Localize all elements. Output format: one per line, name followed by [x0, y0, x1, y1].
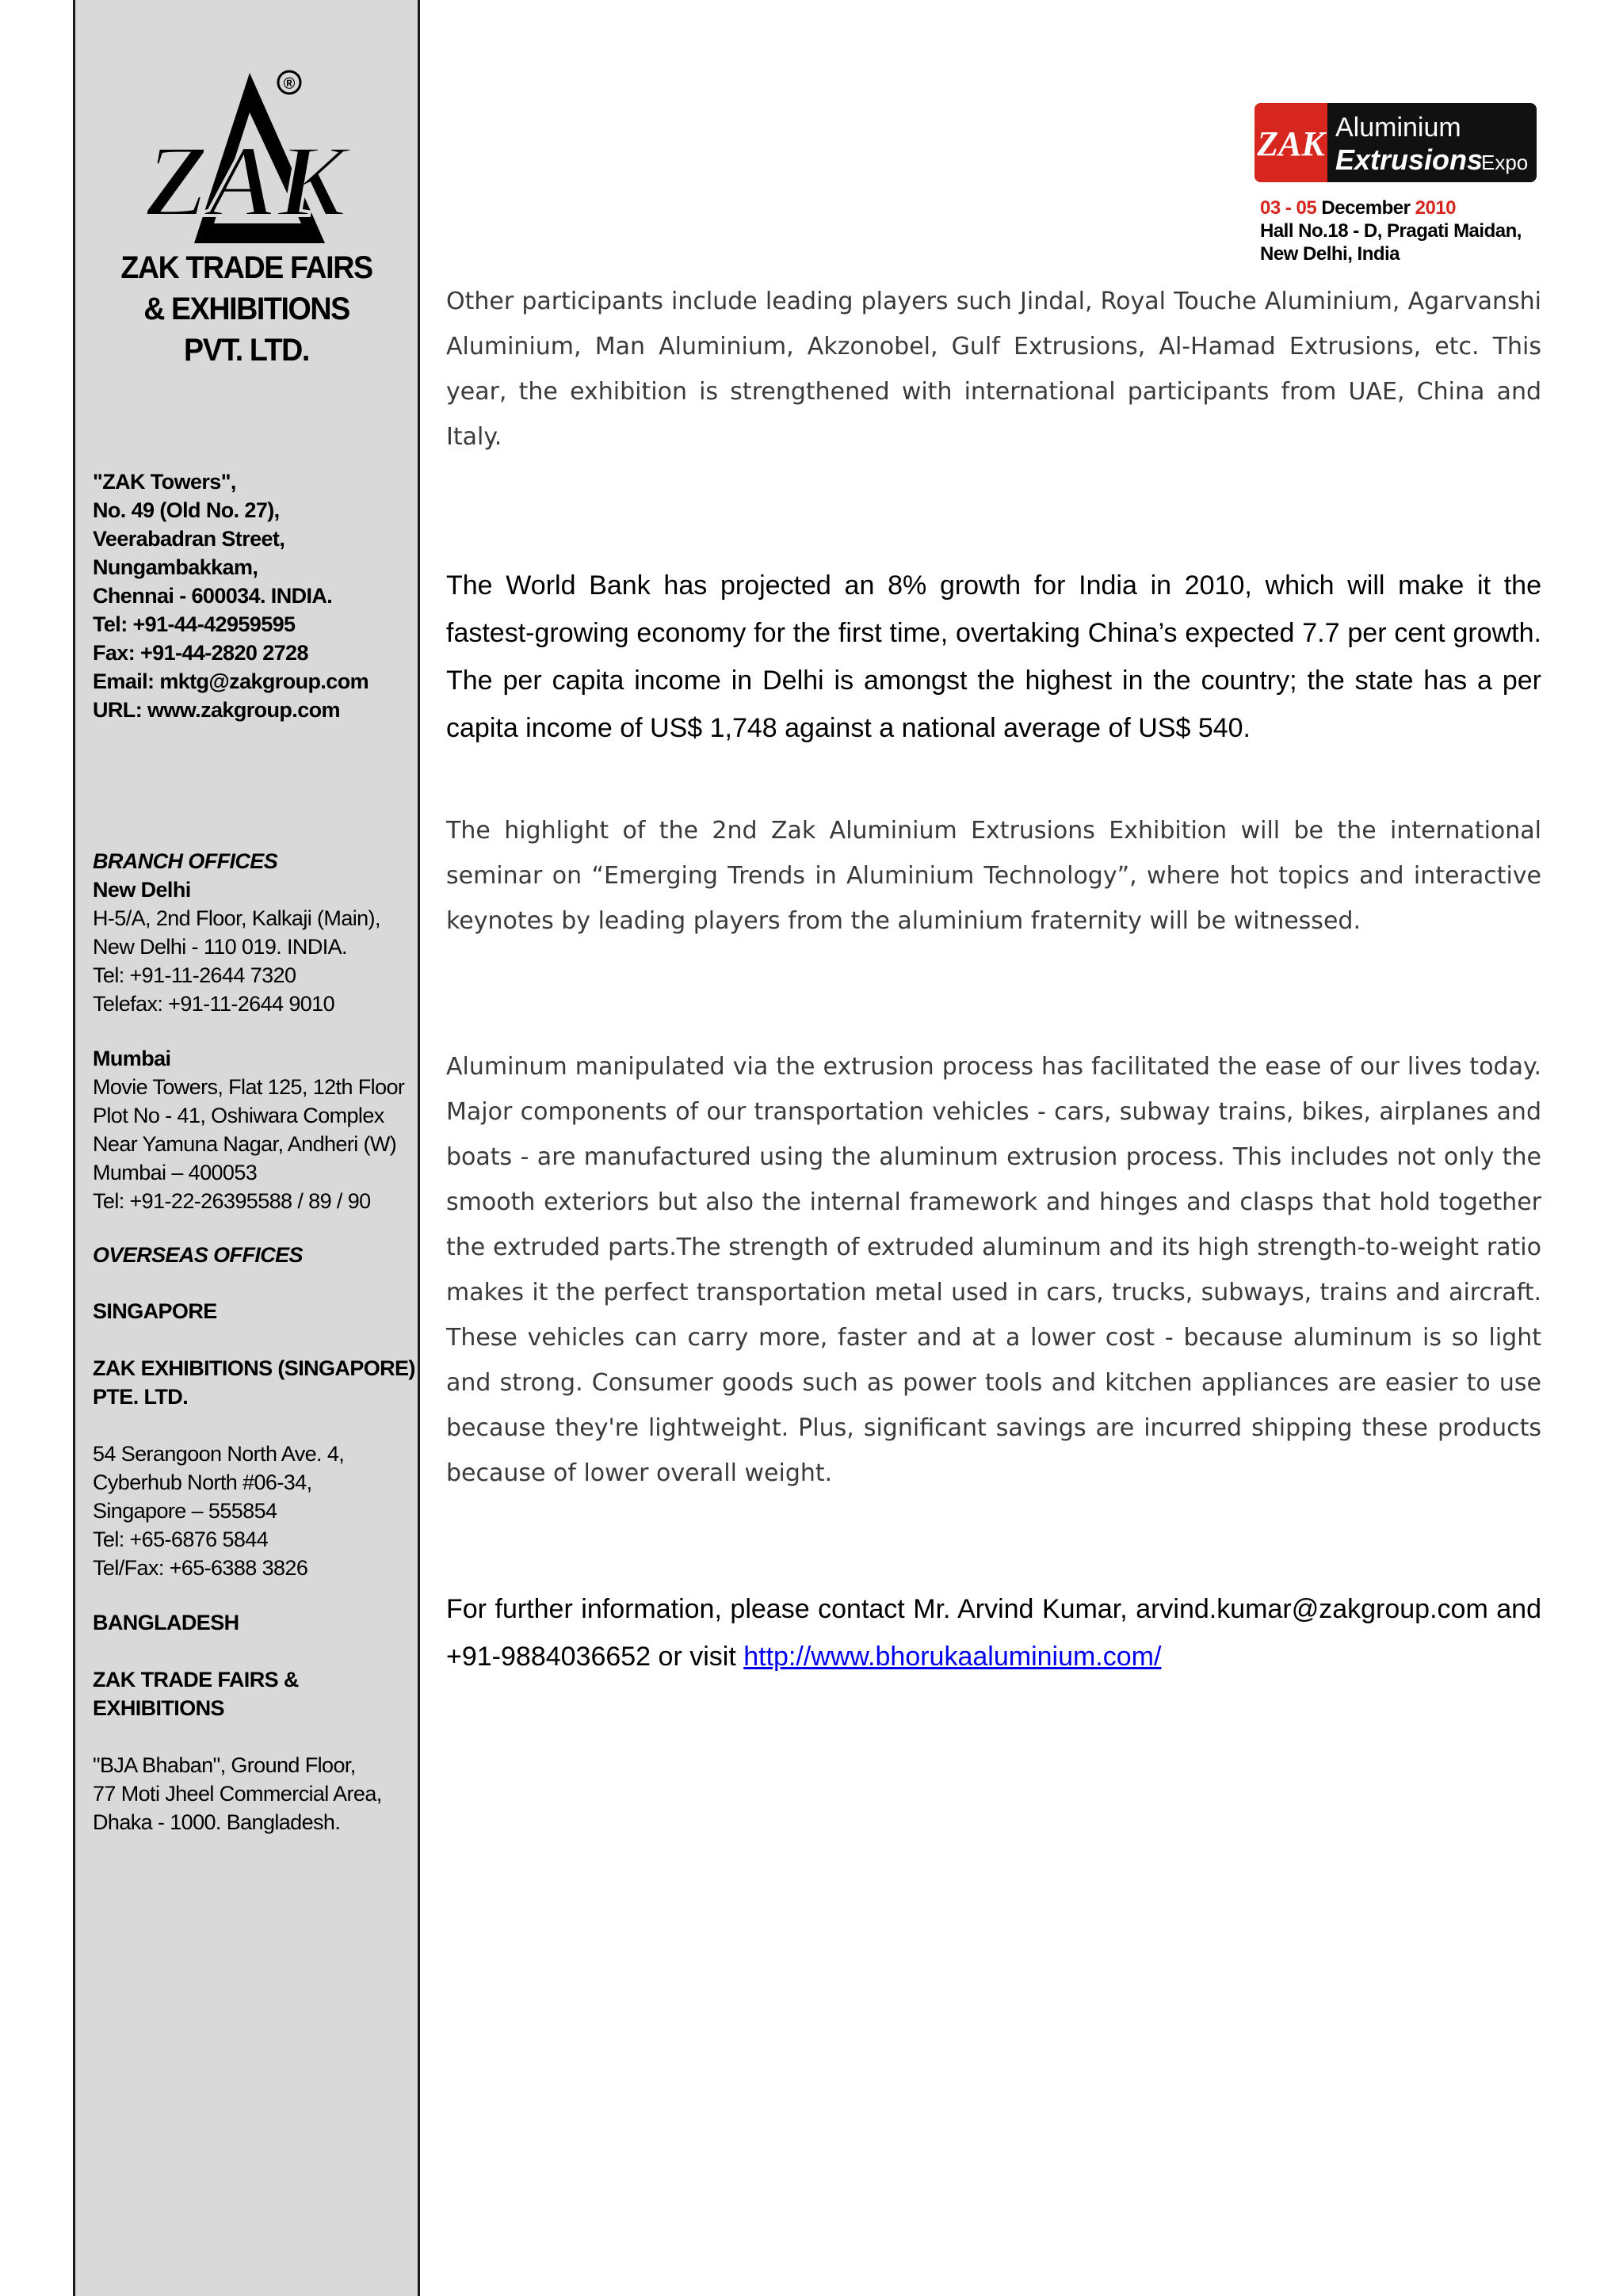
bangladesh-company: ZAK TRADE FAIRS & EXHIBITIONS	[93, 1668, 299, 1720]
bangladesh-heading: BANGLADESH	[93, 1611, 239, 1634]
singapore-address: 54 Serangoon North Ave. 4, Cyberhub North #06-34, Singapore – 555854 Tel: +65-6876 5844 Tel/Fax: +65-6388 3826	[93, 1442, 345, 1580]
paragraph-seminar: The highlight of the 2nd Zak Aluminium Extrusions Exhibition will be the international seminar on “Emerging Trends in Aluminium Technology”, where hot topics and interactive keynotes by leading players from the aluminium fraternity will be witnessed.	[446, 817, 1541, 935]
zak-logo	[139, 65, 353, 247]
overseas-offices-heading: OVERSEAS OFFICES	[93, 1243, 303, 1267]
expo-info	[1260, 196, 1522, 265]
singapore-company: ZAK EXHIBITIONS (SINGAPORE) PTE. LTD.	[93, 1356, 415, 1409]
sidebar	[73, 0, 420, 2296]
expo-logo	[1254, 103, 1537, 182]
expo-date: 03 - 05 December 2010	[1260, 197, 1457, 219]
expo-badge: ZAK	[1257, 124, 1325, 163]
paragraph-extrusion: Aluminum manipulated via the extrusion process has facilitated the ease of our lives today. Major components of our transportation vehicles - cars, subway trains, bikes, airplanes and boats - are manufactured using the aluminum extrusion process. This includes not only the smooth exteriors but also the internal framework and hinges and clasps that hold together the extruded parts.The strength of extruded aluminum and its high strength-to-weight ratio makes it the perfect transportation metal used in cars, trucks, subways, trains and aircraft. These vehicles can carry more, faster and at a lower cost - because aluminum is so light and strong. Consumer goods such as power tools and kitchen appliances are easier to use because they're lightweight. Plus, significant savings are incurred shipping these products because of lower overall weight.	[446, 1053, 1541, 1487]
expo-city: New Delhi, India	[1260, 243, 1400, 265]
company-name: ZAK TRADE FAIRS & EXHIBITIONS PVT. LTD.	[120, 250, 372, 368]
logo-text: ZAK	[145, 124, 346, 238]
paragraph-world-bank: The World Bank has projected an 8% growth for India in 2010, which will make it the fastest-growing economy for the first time, overtaking China’s expected 7.7 per cent growth. The per capita income in Delhi is amongst the highest in the country; the state has a per capita income of US$ 1,748 against a national average of US$ 540.	[446, 570, 1541, 743]
paragraph-participants: Other participants include leading players such Jindal, Royal Touche Aluminium, Agarvanshi Aluminium, Man Aluminium, Akzonobel, Gulf Extrusions, Al-Hamad Extrusions, etc. This year, the exhibition is strengthened with international participants from UAE, China and Italy.	[446, 288, 1541, 451]
mumbai-office: Mumbai Movie Towers, Flat 125, 12th Floor Plot No - 41, Oshiwara Complex Near Yamuna Nagar, Andheri (W) Mumbai – 400053 Tel: +91-22-26395588 / 89 / 90	[93, 1047, 405, 1213]
registered-mark: ®	[283, 75, 296, 93]
bangladesh-address: "BJA Bhaban", Ground Floor, 77 Moti Jheel Commercial Area, Dhaka - 1000. Bangladesh.	[93, 1753, 382, 1834]
paragraph-contact	[446, 1585, 1541, 1680]
expo-word-aluminium: Aluminium	[1335, 113, 1461, 143]
head-office-address: "ZAK Towers", No. 49 (Old No. 27), Veerabadran Street, Nungambakkam, Chennai - 600034. INDIA. Tel: +91-44-42959595 Fax: +91-44-2820 2728 Email: mktg@zakgroup.com URL: www.zakgroup.com	[93, 470, 369, 722]
singapore-heading: SINGAPORE	[93, 1299, 217, 1323]
website-link[interactable]: http://www.bhorukaaluminium.com/	[743, 1642, 1162, 1672]
contact-text: For further information, please contact Mr. Arvind Kumar, arvind.kumar@zakgroup.com and +91-9884036652 or visit	[446, 1594, 1541, 1672]
expo-venue: Hall No.18 - D, Pragati Maidan,	[1260, 220, 1522, 242]
expo-word-expo: Expo	[1481, 151, 1529, 174]
new-delhi-office: New Delhi H-5/A, 2nd Floor, Kalkaji (Main), New Delhi - 110 019. INDIA. Tel: +91-11-2644 7320 Telefax: +91-11-2644 9010	[93, 878, 380, 1016]
expo-word-extrusions: Extrusions	[1335, 143, 1484, 176]
branch-offices-heading: BRANCH OFFICES	[93, 849, 278, 873]
